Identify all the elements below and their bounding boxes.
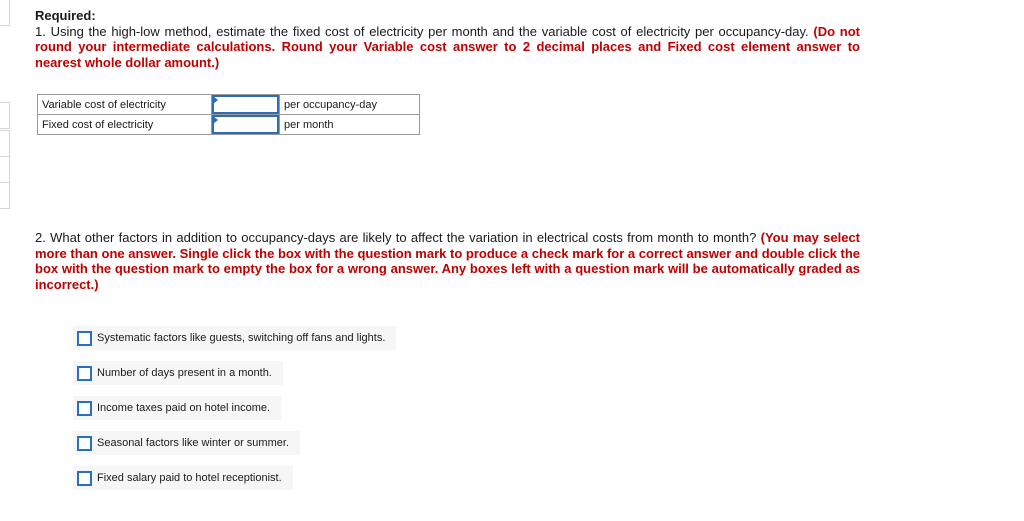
part2-question: 2. What other factors in addition to occupancy-days are likely to affect the variation in electrical costs from month to month?: [35, 230, 757, 245]
part2-instructions: (You may select more than one answer. Single click the box with the question mark to produce a check mark for a correct answer and double click the box with the question mark to empty the box for a wrong answer. Any boxes left with a question mark will be automatically graded as incorrect.): [35, 230, 860, 293]
table-row-variable-cost: [38, 95, 420, 115]
checkbox-icon[interactable]: [77, 366, 92, 381]
variable-cost-unit: per occupancy-day: [280, 95, 420, 115]
variable-cost-label: Variable cost of electricity: [38, 95, 212, 115]
side-tab-4[interactable]: [0, 156, 10, 183]
side-tab-1[interactable]: [0, 0, 10, 26]
option-days-in-month[interactable]: [73, 361, 283, 385]
side-tab-5[interactable]: [0, 182, 10, 209]
side-tab-3[interactable]: [0, 130, 10, 157]
required-heading: Required:: [35, 8, 96, 23]
option-seasonal-factors[interactable]: [73, 431, 300, 455]
option-label: Number of days present in a month.: [97, 367, 272, 379]
option-label: Systematic factors like guests, switching off fans and lights.: [97, 332, 386, 344]
option-systematic-factors[interactable]: [73, 326, 396, 350]
checkbox-icon[interactable]: [77, 471, 92, 486]
variable-cost-input[interactable]: [212, 95, 279, 114]
fixed-cost-unit: per month: [280, 115, 420, 135]
side-tab-2[interactable]: [0, 102, 10, 129]
part1-question: 1. Using the high-low method, estimate the fixed cost of electricity per month and the variable cost of electricity per occupancy-day.: [35, 23, 809, 39]
option-label: Fixed salary paid to hotel receptionist.: [97, 472, 282, 484]
fixed-cost-cell: [212, 115, 280, 135]
variable-cost-cell: [212, 95, 280, 115]
part1-block: [35, 8, 860, 71]
part1-instructions: (Do not round your intermediate calculations. Round your Variable cost answer to 2 decimal places and Fixed cost element answer to nearest whole dollar amount.): [35, 23, 860, 71]
option-label: Income taxes paid on hotel income.: [97, 402, 271, 414]
fixed-cost-input[interactable]: [212, 115, 279, 134]
checkbox-icon[interactable]: [77, 331, 92, 346]
option-fixed-salary[interactable]: [73, 466, 293, 490]
checkbox-icon[interactable]: [77, 436, 92, 451]
answer-table: [37, 94, 420, 135]
part2-block: [35, 230, 860, 293]
checkbox-icon[interactable]: [77, 401, 92, 416]
fixed-cost-label: Fixed cost of electricity: [38, 115, 212, 135]
option-label: Seasonal factors like winter or summer.: [97, 437, 289, 449]
table-row-fixed-cost: [38, 115, 420, 135]
option-income-taxes[interactable]: [73, 396, 281, 420]
